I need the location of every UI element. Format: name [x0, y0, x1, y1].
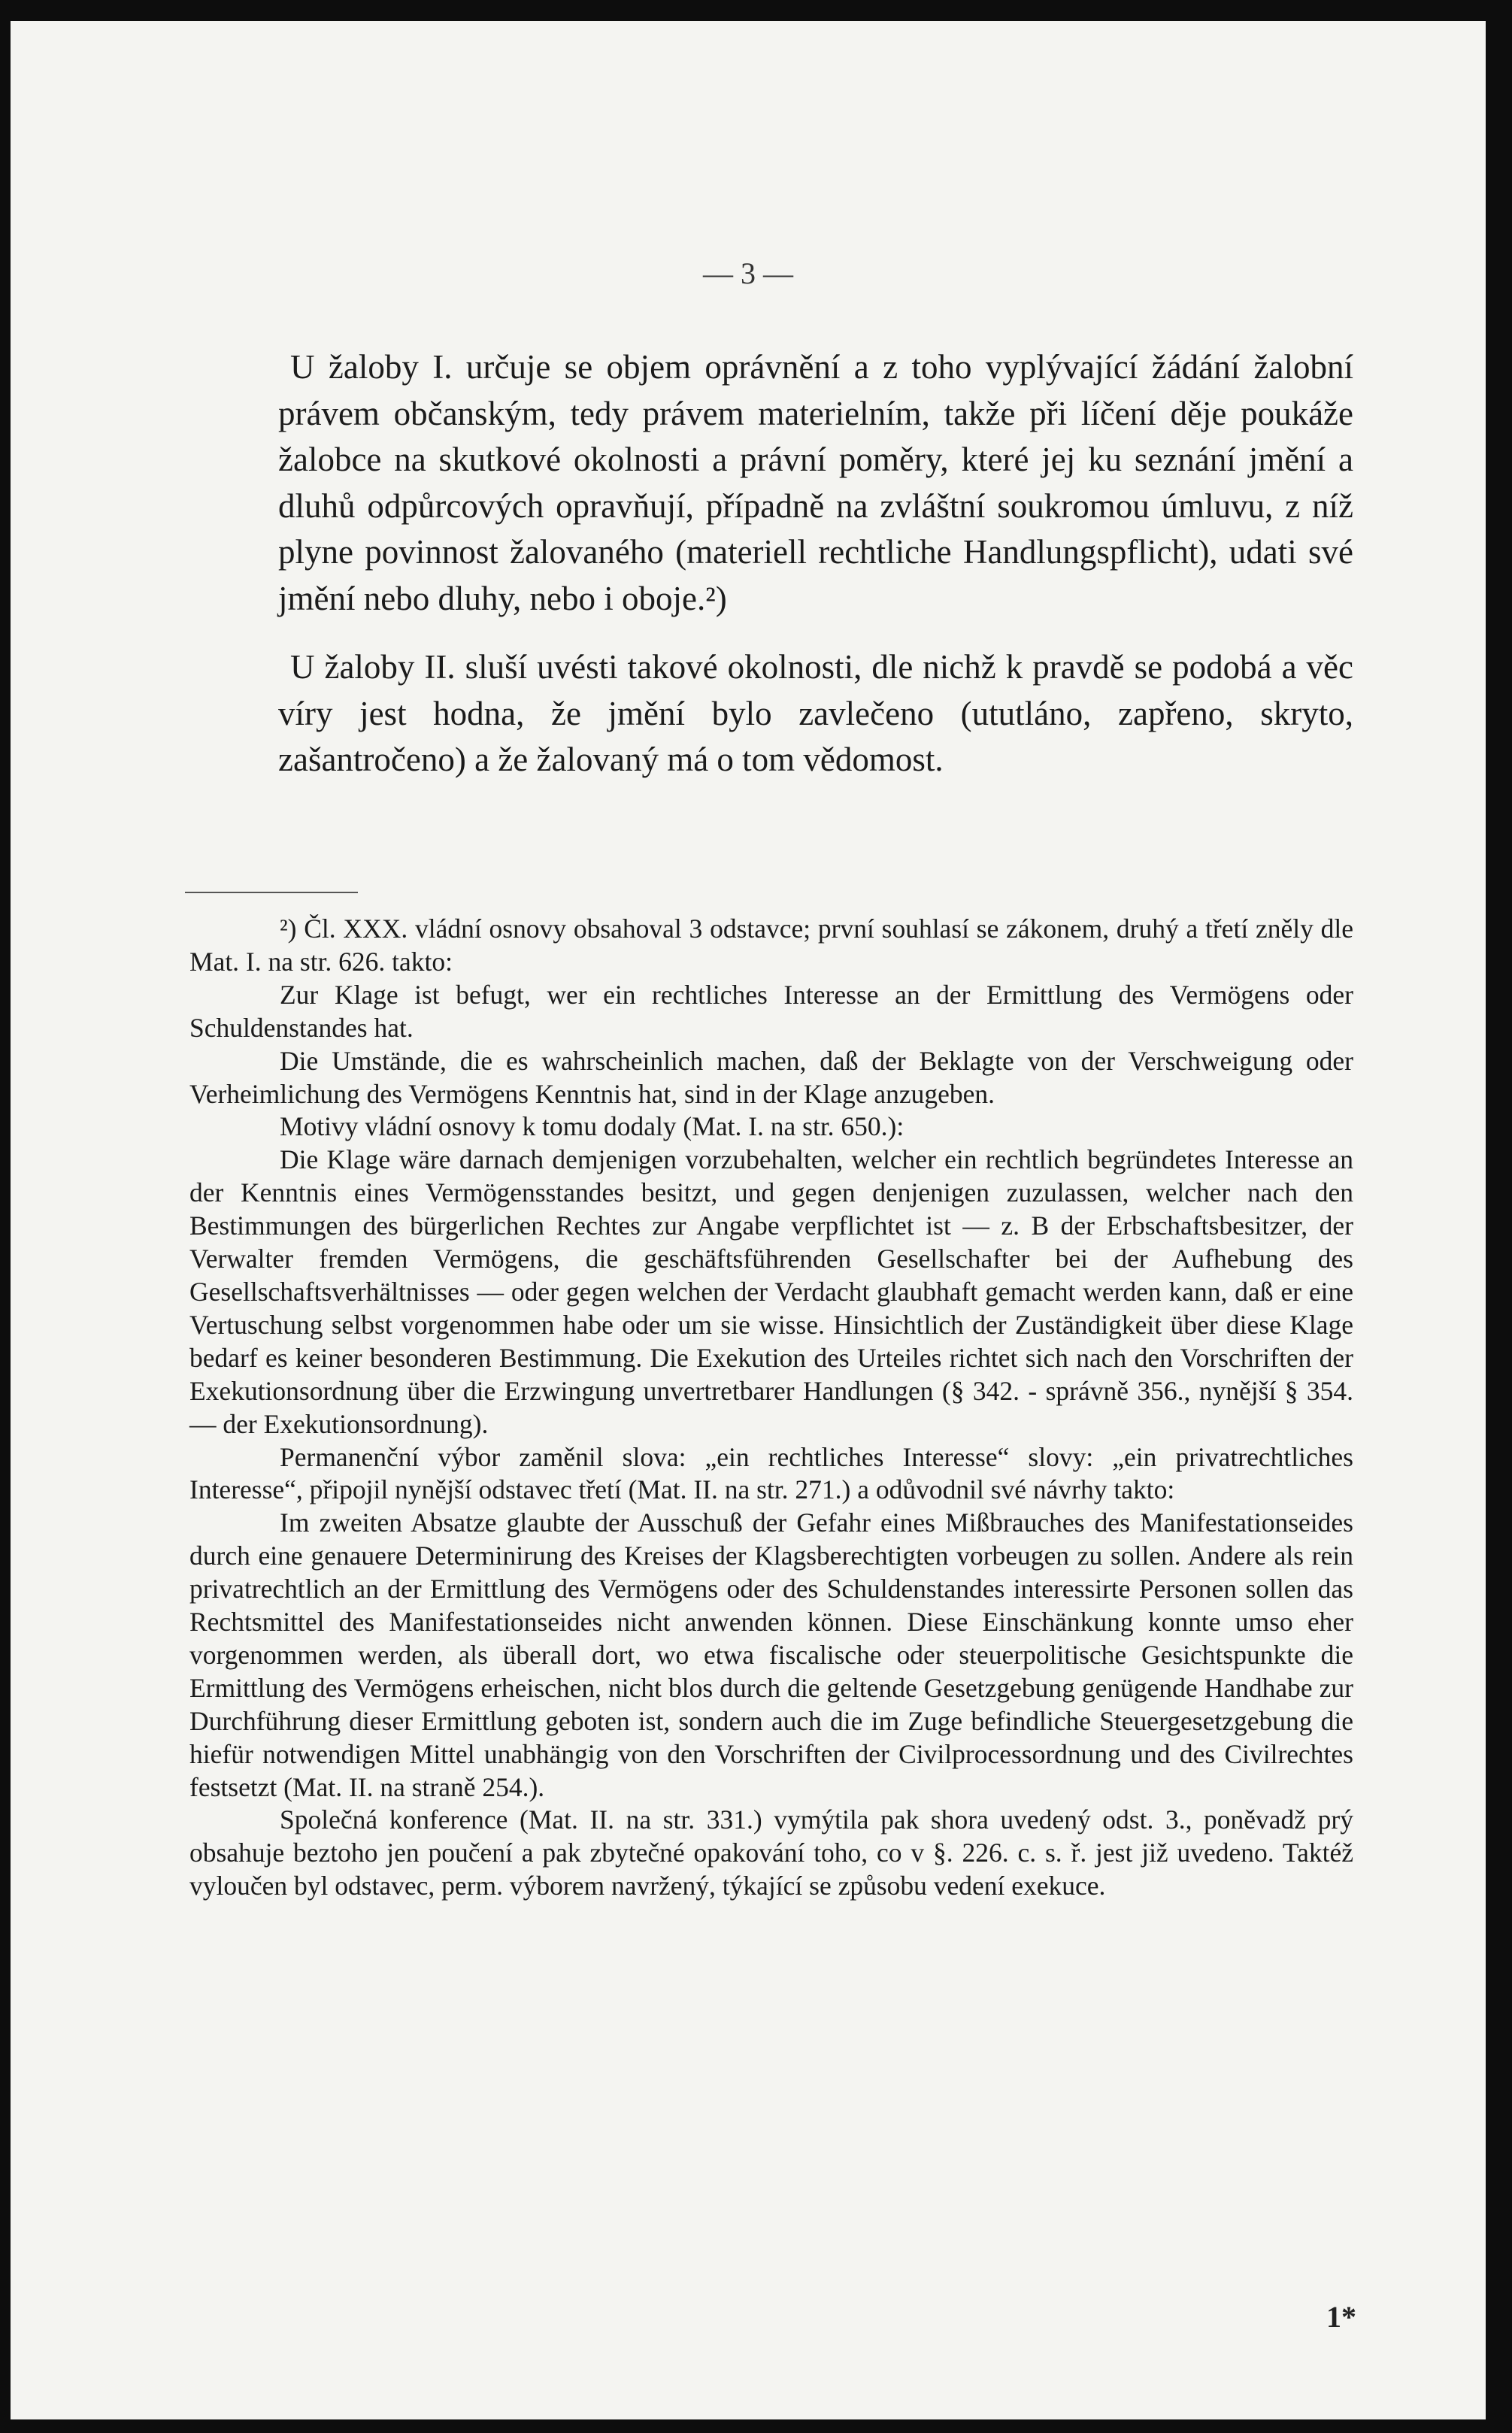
footnotes	[189, 913, 1353, 1903]
main-text	[278, 344, 1353, 783]
footnote-permanent-committee: Permanenční výbor zaměnil slova: „ein rechtliches Interesse“ slovy: „ein privatrechtliches Interesse“, připojil nynější odstavec třetí (Mat. II. na str. 271.) a odůvodnil své návrhy takto:	[189, 1441, 1353, 1505]
page-number: — 3 —	[703, 256, 793, 290]
footnote-quote-2: Die Umstände, die es wahrscheinlich machen, daß der Beklagte von der Verschweigung oder Verheimlichung des Vermögens Kenntnis hat, sind in der Klage anzugeben.	[189, 1045, 1353, 1109]
footnote-motivy-quote: Die Klage wäre darnach demjenigen vorzubehalten, welcher ein rechtlich begründetes Interesse an der Kenntnis eines Vermögensstandes besitzt, und gegen denjenigen zuzulassen, welcher nach den Bestimmungen des bürgerlichen Rechtes zur Angabe verpflichtet ist — z. B der Erbschaftsbesitzer, der Verwalter fremden Vermögens, die geschäftsführenden Gesellschafter bei der Aufhebung des Gesellschaftsverhältnisses — oder gegen welchen der Verdacht glaubhaft gemacht werden kann, daß er eine Vertuschung selbst vorgenommen habe oder um sie wisse. Hinsichtlich der Zuständigkeit über diese Klage bedarf es keiner besonderen Bestimmung. Die Exekution des Urteiles richtet sich nach den Vorschriften der Exekutionsordnung über die Erzwingung unvertretbarer Handlungen (§ 342. - správně 356., nynější § 354. — der Exekutionsordnung).	[189, 1144, 1353, 1439]
footnote-motivy: Motivy vládní osnovy k tomu dodaly (Mat. I. na str. 650.):	[280, 1111, 904, 1142]
footnote-intro: ²) Čl. XXX. vládní osnovy obsahoval 3 odstavce; první souhlasí se zákonem, druhý a třetí zněly dle Mat. I. na str. 626. takto:	[189, 914, 1353, 977]
footnote-separator	[185, 892, 358, 893]
signature-mark: 1*	[1326, 2300, 1356, 2334]
paragraph-zaloba-2: U žaloby II. sluší uvésti takové okolnosti, dle nichž k pravdě se podobá a věc víry jest hodna, že jmění bylo zavlečeno (ututláno, zapřeno, skryto, zašantročeno) a že žalovaný má o tom vědomost.	[278, 648, 1353, 778]
book-page	[11, 21, 1486, 2419]
paragraph-zaloba-1: U žaloby I. určuje se objem oprávnění a z toho vyplývající žádání žalobní právem občanským, tedy právem materielním, takže při líčení děje poukáže žalobce na skutkové okolnosti a právní poměry, které jej ku seznání jmění a dluhů odpůrcových opravňují, případně na zvláštní soukromou úmluvu, z níž plyne povinnost žalovaného (materiell rechtliche Handlungspflicht), udati své jmění nebo dluhy, nebo i obojе.²)	[278, 348, 1353, 617]
footnote-quote-1: Zur Klage ist befugt, wer ein rechtliches Interesse an der Ermittlung des Vermögens oder Schuldenstandes hat.	[189, 979, 1353, 1043]
footnote-committee-quote: Im zweiten Absatze glaubte der Ausschuß der Gefahr eines Mißbrauches des Manifestationseides durch eine genauere Determinirung des Kreises der Klagsberechtigten vorbeugen zu sollen. Andere als rein privatrechtlich an der Ermittlung des Vermögens oder des Schuldenstandes interessirte Personen sollen das Rechtsmittel des Manifestationseides nicht anwenden können. Diese Einschänkung konnte umso eher vorgenommen werden, als überall dort, wo etwa fiscalische oder steuerpolitische Gesichtspunkte die Ermittlung des Vermögens erheischen, nicht blos durch die geltende Gesetzgebung genügende Handhabe zur Durchführung dieser Ermittlung geboten ist, sondern auch die im Zuge befindliche Steuergesetzgebung die hiefür notwendigen Mittel unabhängig von den Vorschriften der Civilprocessordnung und des Civilrechtes festsetzt (Mat. II. na straně 254.).	[189, 1507, 1353, 1802]
footnote-joint-conference: Společná konference (Mat. II. na str. 331.) vymýtila pak shora uvedený odst. 3., poněvadž prý obsahuje beztoho jen poučení a pak zbytečné opakování toho, co v §. 226. c. s. ř. jest již uvedeno. Taktéž vyloučen byl odstavec, perm. výborem navržený, týkající se způsobu vedení exekuce.	[189, 1804, 1353, 1901]
